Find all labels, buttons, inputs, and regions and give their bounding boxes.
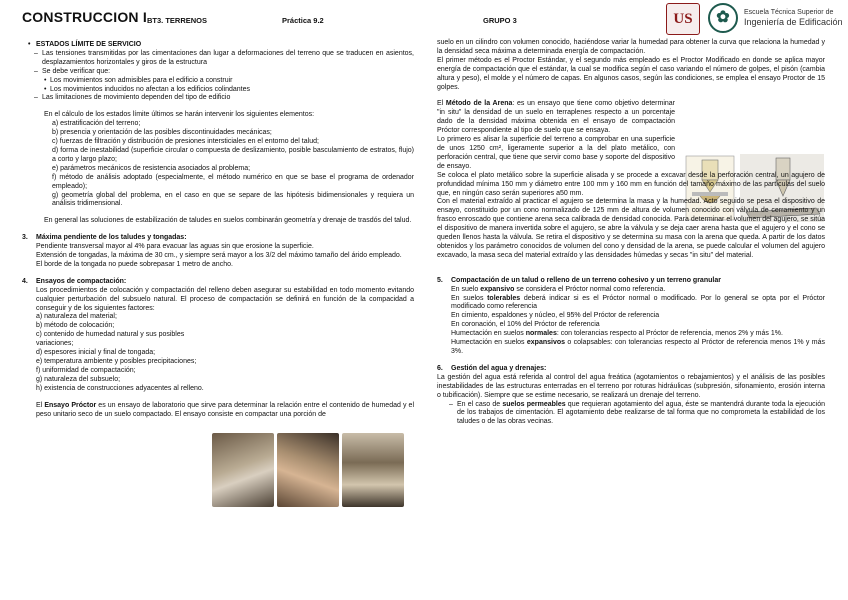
section-3-title: 3. Máxima pendiente de los taludes y tongadas:: [22, 234, 187, 242]
ultimate-item: b) presencia y orientación de las posibles discontinuidades mecánicas;: [52, 129, 272, 137]
section-4-text: Los procedimientos de colocación y compactación del relleno deben asegurar su estabilidad en todo momento evitando cualquier perturbación del subsuelo natural. El proceso de compactación se definirá en función de la compacidad a conseguir y de los siguientes factores:: [36, 286, 414, 312]
section-5-item: En coronación, el 10% del Próctor de referencia: [451, 321, 600, 329]
section-5-item: En cimiento, espaldones y núcleo, el 95% del Próctor de referencia: [451, 312, 660, 320]
sand-method-step: Con el material extraído al practicar el agujero se determina la masa y la humedad. Acto seguido se pesa el dispositivo de ensayo, constituido por un cono normalizado de 125 mm de altura de volumen conocido con válvula de cerramiento y un frasco enroscado que contiene arena seca calibrada de densidad conocida. Para determinar el volumen del agujero, se sitúa el dispositivo de manera invertida sobre el agujero, se abre la válvula y se deja caer arena hasta que el agujero y el cono se queden llenos hasta la válvula. Se retira el dispositivo y se determina su masa con la arena que queda. A partir de los datos obtenidos y los parámetro conocidos de volumen del cono y densidad de la arena, se puede calcular el volumen del agujero excavado, la masa seca del material extraído y las densidades húmedas y secas "in situ" del material.: [437, 198, 825, 259]
university-crest-icon: US: [666, 3, 700, 35]
limit-subitem: • Los movimientos inducidos no afectan a los edificios colindantes: [22, 86, 414, 95]
school-name-line2: Ingeniería de Edificación: [744, 17, 843, 27]
page-header: [0, 0, 848, 36]
block-title: BT3. TERRENOS: [147, 16, 208, 25]
ultimate-item: a) estratificación del terreno;: [52, 120, 141, 128]
section-3-text: Pendiente transversal mayor al 4% para evacuar las aguas sin que erosione la superficie.: [36, 243, 314, 251]
compaction-photos: [212, 433, 404, 507]
section-3-text: El borde de la tongada no puede sobrepasar 1 metro de ancho.: [36, 260, 233, 268]
factor-item: f) uniformidad de compactación;: [36, 366, 136, 374]
ultimate-item: g) geometría global del problema, en el caso en que se separe de las hipótesis bidimensionales y requiera un análisis tridimensional.: [52, 191, 414, 208]
etsie-emblem-icon: ✿: [708, 3, 738, 33]
ultimate-conclusion: En general las soluciones de estabilización de taludes en suelos combinarán geometría y drenaje de trasdós del talud.: [44, 217, 412, 225]
sand-method-intro: El Método de la Arena: es un ensayo que tiene como objetivo determinar "in situ" la densidad de un suelo en terraplenes respecto a un porcentaje dado de la densidad máxima obtenida en el ensayo de compactación Próctor correspondiente al tipo de suelo que se ensaya.: [437, 100, 675, 135]
sand-method-step: Se coloca el plato metálico sobre la superficie alisada y se procede a excavar desde la perforación central, un agujero de profundidad mínima 150 mm y diámetro entre 100 mm y 160 mm en función del tamaño máximo de las partículas del suelo que, en ningún caso serán superiores a50 mm.: [437, 171, 825, 197]
factor-item: b) método de colocación;: [36, 322, 115, 330]
section-6-item: – En el caso de suelos permeables que requieran agotamiento del agua, éste se mantendrá durante toda la ejecución de los trabajos de cimentación. El agotamiento debe realizarse de tal forma que no comprometa la estabilidad de los taludes o de las obras vecinas.: [437, 401, 825, 428]
photo-mold: [342, 433, 404, 507]
factor-item: e) temperatura ambiente y posibles precipitaciones;: [36, 358, 197, 365]
ultimate-item: e) parámetros mecánicos de resistencia asociados al problema;: [52, 164, 251, 172]
group-label: GRUPO 3: [483, 16, 517, 25]
limit-subitem: • Los movimientos son admisibles para el edificio a construir: [22, 77, 414, 86]
ultimate-item: c) fuerzas de filtración y distribución de presiones intersticiales en el entorno del talud;: [52, 138, 319, 146]
proctor-text: El Ensayo Próctor es un ensayo de laboratorio que sirve para determinar la relación entre el contenido de humedad y el peso unitario seco de un suelo compactado. El ensayo consiste en compactar una porción de: [36, 401, 415, 418]
section-5-item: Humectación en suelos expansivos o colapsables: con tolerancias respecto al Próctor de referencia menos 1% y más 3%.: [451, 339, 825, 355]
photo-soil-sample: [212, 433, 274, 507]
ultimate-item: d) forma de inestabilidad (superficie circular o compuesta de deslizamiento, posible basculamiento de estratos, flujo) a corto y largo plazo;: [52, 146, 414, 163]
school-name-line1: Escuela Técnica Superior de: [744, 9, 834, 16]
section-5-item: Humectación en suelos normales: con tolerancias respecto al Próctor de referencia, menos 2% y más 1%.: [451, 330, 783, 338]
proctor-continuation: suelo en un cilindro con volumen conocido, haciéndose variar la humedad para obtener la curva que relaciona la humedad y la densidad seca máxima a determinada energía de compactación.: [437, 39, 825, 55]
factor-item: a) naturaleza del material;: [36, 313, 117, 321]
limit-item: – Se debe verificar que:: [22, 68, 414, 77]
limit-item: – Las tensiones transmitidas por las cimentaciones dan lugar a deformaciones del terreno que se traducen en asientos, desplazamientos horizontales y giros de la estructura: [22, 50, 414, 68]
section-6-text: La gestión del agua está referida al control del agua freática (agotamientos o rebajamientos) y el análisis de las posibles inestabilidades de las estructuras enterradas en el terreno por roturas hidráulicas (subpresión, sifonamiento, erosión interna o tubificación). Siempre que se estime necesario, se realizará un drenaje del terreno.: [437, 373, 825, 399]
factor-item: g) naturaleza del subsuelo;: [36, 375, 121, 383]
limit-states-title: • ESTADOS LÍMITE DE SERVICIO: [22, 41, 414, 50]
section-4-title: 4. Ensayos de compactación:: [22, 277, 127, 285]
left-column: [22, 38, 414, 419]
course-title: CONSTRUCCION I: [22, 9, 147, 25]
sand-method-step: Lo primero es alisar la superficie del terreno a comprobar en una superficie de unos 1250 cm², ligeramente superior a la del plato metálico, con perforación central, que tiene que servir como base y soporte del dispositivo de ensayo.: [437, 136, 675, 170]
section-6-title: 6. Gestión del agua y drenajes:: [437, 364, 547, 372]
proctor-methods: El primer método es el Proctor Estándar, y el segundo más empleado es el Proctor Modificado en donde se aplica mayor energía de compactación que el estándar, la cual se modifica según el caso variando el número de golpes, el pisón (cambia altura y peso), el molde y el número de capas. En algunos casos, según las condiciones, se emplea el ensayo Proctor de 15 golpes.: [437, 56, 825, 91]
section-5-title: 5. Compactación de un talud o relleno de un terreno cohesivo y un terreno granular: [437, 276, 721, 284]
right-column: [437, 38, 825, 427]
photo-hand-compaction: [277, 433, 339, 507]
factor-item: d) espesores inicial y final de tongada;: [36, 349, 156, 357]
factor-item: h) existencia de construcciones adyacentes al relleno.: [36, 384, 204, 392]
factor-item: c) contenido de humedad natural y sus posibles variaciones;: [36, 331, 185, 348]
ultimate-intro: En el cálculo de los estados límite últimos se harán intervenir los siguientes elementos:: [44, 111, 315, 119]
section-5-item: En suelo expansivo se considera el Próctor normal como referencia.: [451, 285, 666, 293]
practice-title: Práctica 9.2: [282, 16, 324, 25]
section-5-item: En suelos tolerables deberá indicar si es el Próctor normal o modificado. Por lo general se opta por el Próctor modificado como referencia: [451, 294, 825, 311]
section-3-text: Extensión de tongadas, la máxima de 30 cm., y siempre será mayor a los 3/2 del máximo tamaño del árido empleado.: [36, 252, 402, 260]
ultimate-item: f) método de análisis adoptado (especialmente, el método numérico en que se base el programa de ordenador empleado);: [52, 173, 414, 190]
limit-item: – Las limitaciones de movimiento dependen del tipo de edificio: [22, 94, 414, 103]
